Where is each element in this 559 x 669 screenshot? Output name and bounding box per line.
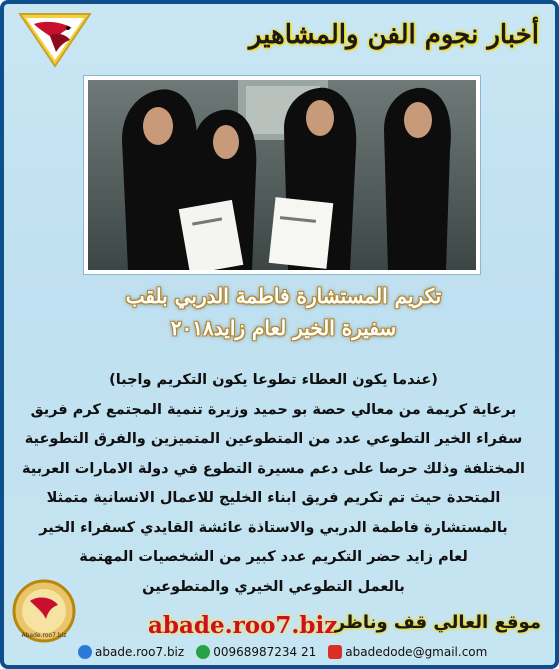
site-url-large[interactable]: abade.roo7.biz bbox=[148, 612, 338, 639]
site-name-arabic: موقع العالي قف وناظر bbox=[334, 612, 541, 633]
article-body bbox=[20, 366, 527, 602]
article-title-line1: تكريم المستشارة فاطمة الدربي بلقب bbox=[125, 284, 442, 308]
email-icon bbox=[328, 645, 342, 659]
article-paragraph: المتحدة حيث تم تكريم فريق ابناء الخليج للاعمال الانسانية متمثلا bbox=[46, 490, 501, 506]
contact-email[interactable] bbox=[328, 645, 487, 659]
contact-website[interactable] bbox=[78, 645, 184, 659]
article-photo bbox=[84, 76, 480, 274]
article-paragraph: برعاية كريمة من معالي حصة بو حميد وزيرة تنمية المجتمع كرم فريق bbox=[30, 401, 517, 418]
article-paragraph: بالعمل التطوعي الخيري والمتطوعين bbox=[142, 578, 405, 595]
article-paragraph: لعام زايد حضر التكريم عدد كبير من الشخصيات المهتمة bbox=[79, 549, 468, 565]
contact-website-text: abade.roo7.biz bbox=[95, 645, 185, 659]
badge-label: Abade.roo7.biz bbox=[21, 632, 67, 639]
site-headline: أخبار نجوم الفن والمشاهير bbox=[248, 20, 539, 50]
article-paragraph: (عندما يكون العطاء تطوعا يكون التكريم واجبا) bbox=[109, 372, 438, 388]
contact-bar bbox=[78, 641, 547, 663]
article-paragraph: سفراء الخير التطوعي عدد من المتطوعين المتميزين والفرق التطوعية bbox=[24, 431, 523, 447]
article-paragraph: بالمستشارة فاطمة الدربي والاستاذة عائشة القايدي كسفراء الخير bbox=[39, 519, 508, 536]
contact-whatsapp[interactable] bbox=[196, 645, 316, 659]
site-badge-icon bbox=[12, 579, 76, 645]
contact-whatsapp-text: 00968987234 21 bbox=[213, 645, 317, 659]
eagle-logo-icon bbox=[12, 6, 98, 70]
article-title-line2: سفيرة الخير لعام زايد٢٠١٨ bbox=[170, 316, 397, 340]
article-paragraph: المختلفة وذلك حرصا على دعم مسيرة التطوع في دولة الامارات العربية bbox=[21, 460, 526, 477]
contact-email-text: abadedode@gmail.com bbox=[345, 645, 488, 659]
globe-icon bbox=[78, 645, 92, 659]
whatsapp-icon bbox=[196, 645, 210, 659]
